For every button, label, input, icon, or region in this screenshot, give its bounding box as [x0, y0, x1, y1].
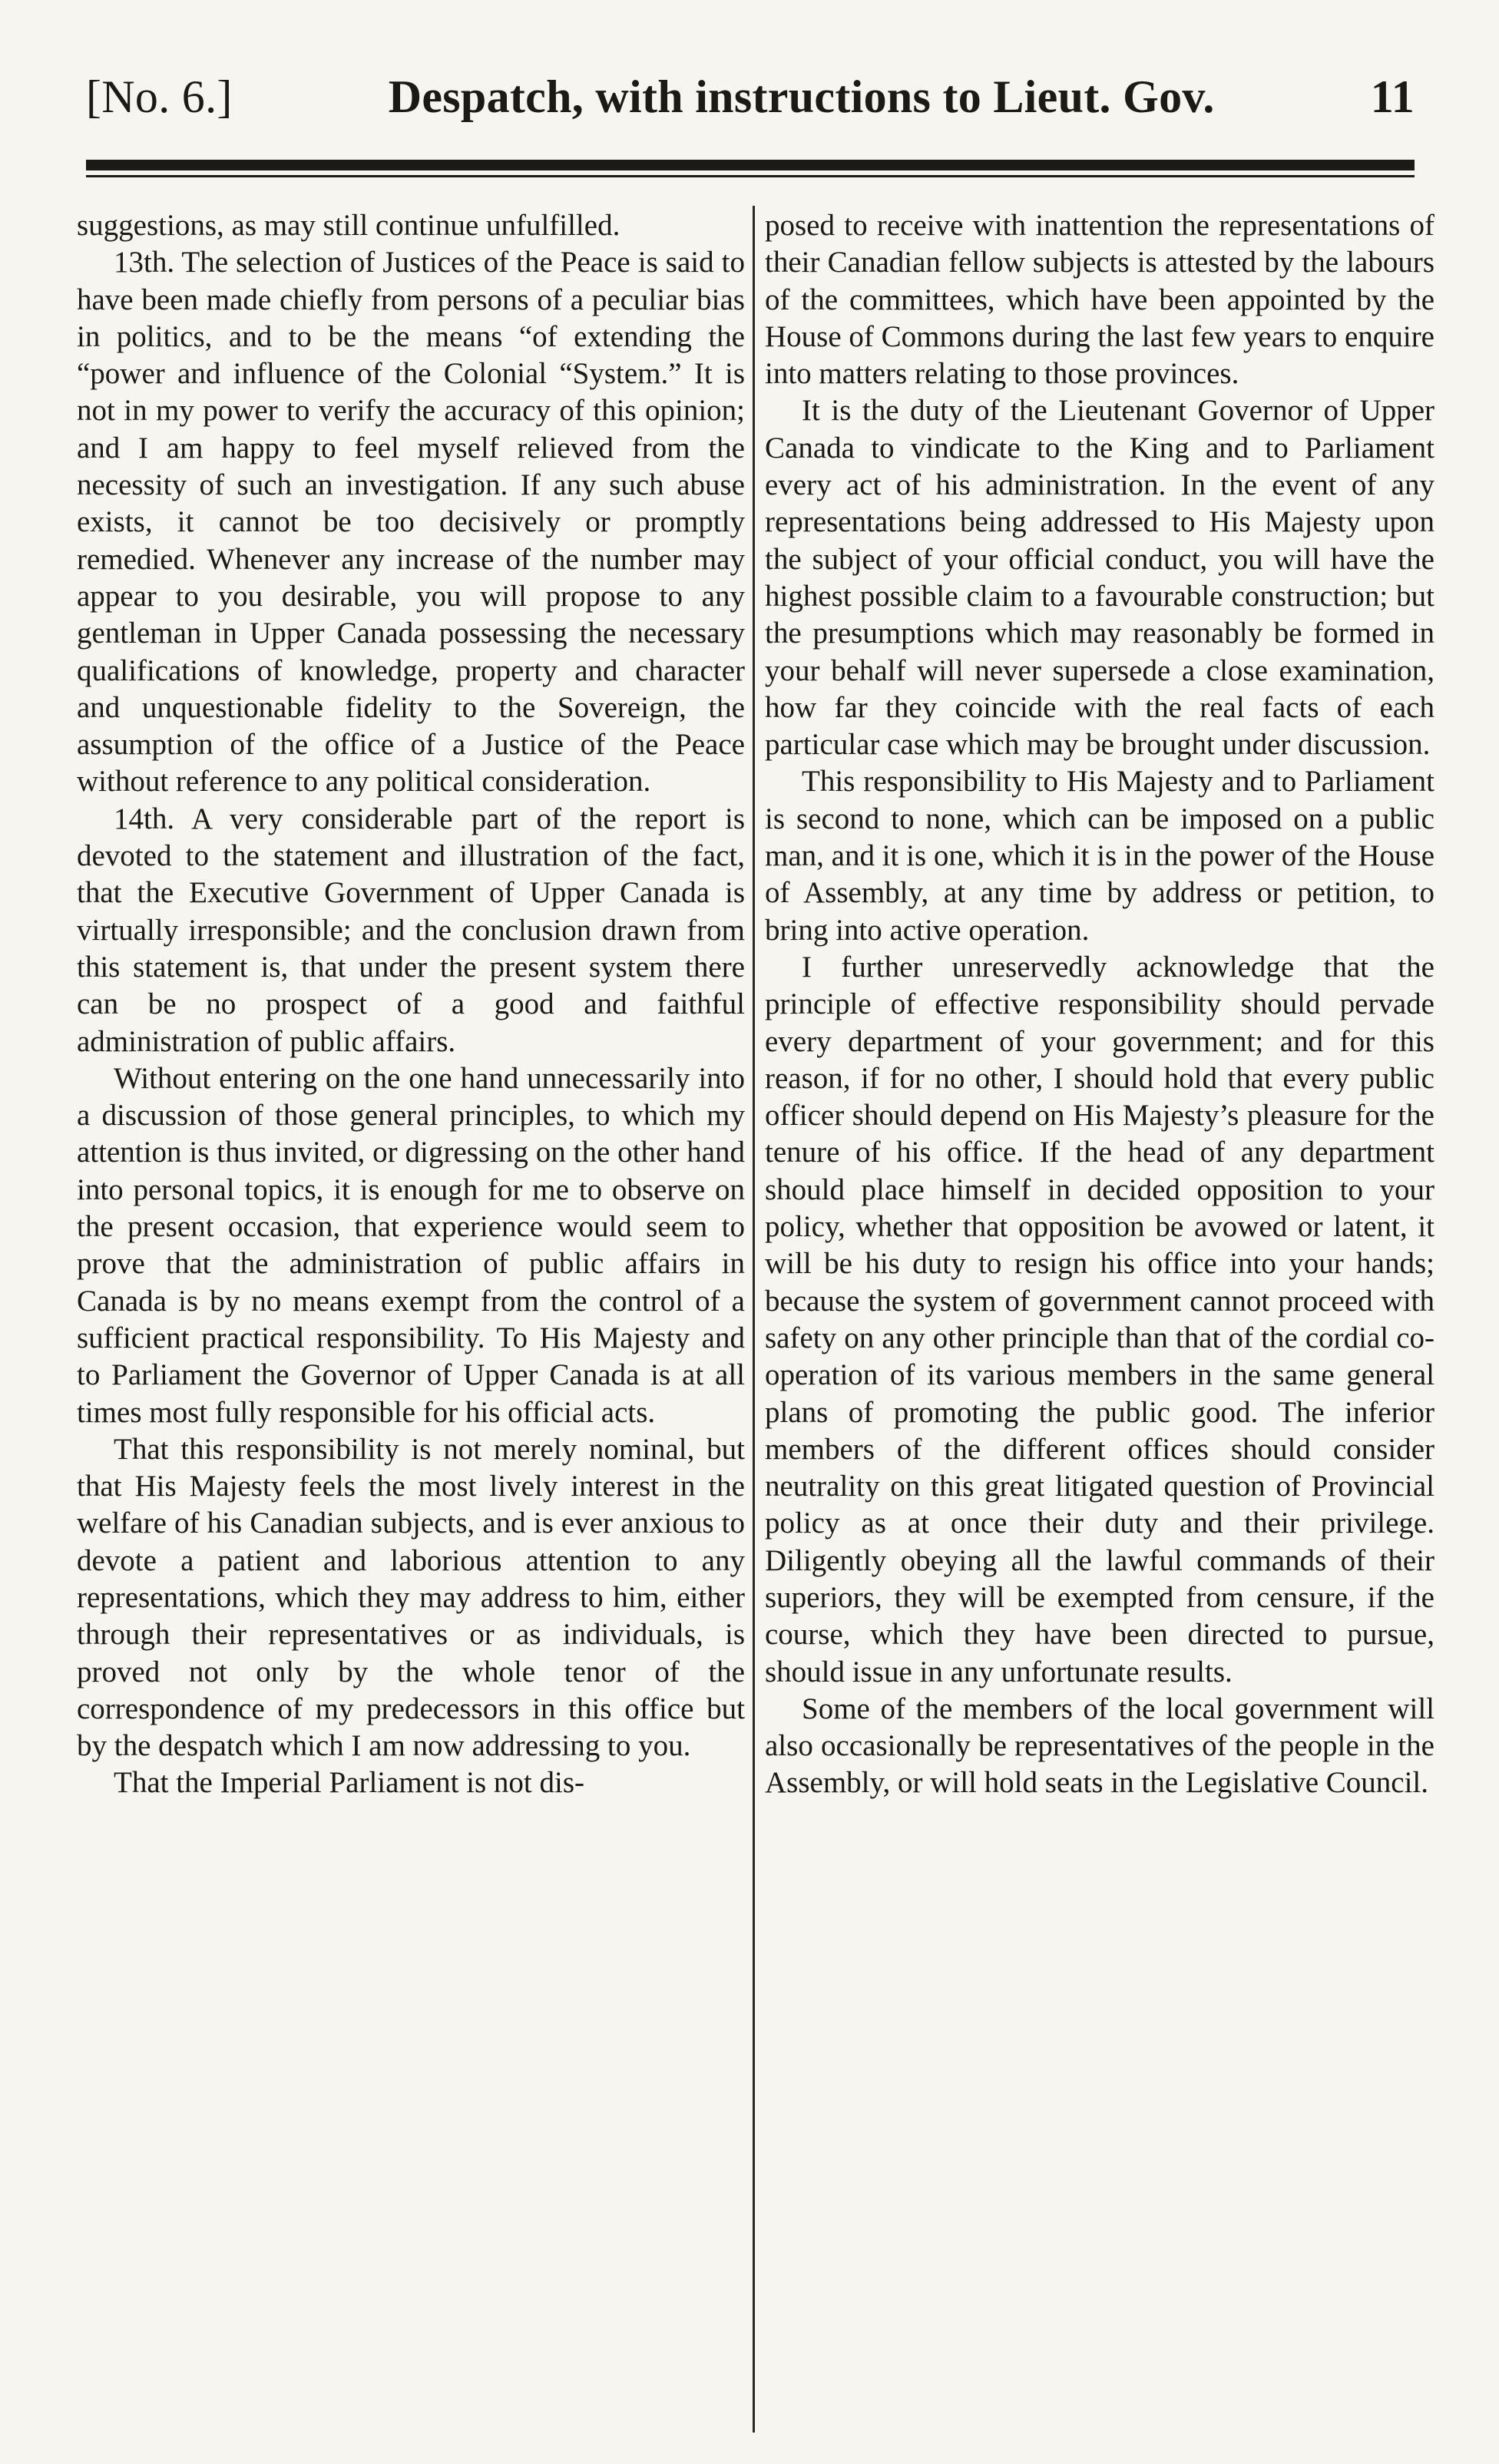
page-header	[86, 71, 1415, 137]
header-rule-thin	[86, 175, 1415, 177]
paragraph: 14th. A very considerable part of the report is devoted to the statement and illustration of the fact, that the Executive Government of Upper Canada is virtually irresponsible; and the conclusion drawn from this statement is, that under the present system there can be no prospect of a good and faithful administration of public affairs.	[77, 802, 745, 1058]
paragraph: I further unreservedly acknowledge that the principle of effective responsibility should pervade every department of your government; and for this reason, if for no other, I should hold that every public officer should depend on His Majesty’s pleasure for the tenure of his office. If the head of any department should place himself in decided opposition to your policy, whether that opposition be avowed or latent, it will be his duty to resign his office into your hands; because the system of government cannot proceed with safety on any other principle than that of the cordial co-operation of its various members in the same general plans of promoting the public good. The inferior members of the different offices should consider neutrality on this great litigated question of Provincial policy as at once their duty and their privilege. Diligently obeying all the lawful commands of their superiors, they will be exempted from censure, if the course, which they have been directed to pursue, should issue in any unfortunate results.	[765, 950, 1434, 1688]
header-rule-thick	[86, 160, 1415, 170]
paragraph: Some of the members of the local government will also occasionally be representatives of the people in the Assembly, or will hold seats in the Legislative Council.	[765, 1692, 1434, 1800]
section-number: [No. 6.]	[86, 71, 233, 122]
paragraph: Without entering on the one hand unnecessarily into a discussion of those general principles, to which my attention is thus invited, or digressing on the other hand into personal topics, it is enough for me to observe on the present occasion, that experience would seem to prove that the administration of public affairs in Canada is by no means exempt from the control of a sufficient practical responsibility. To His Majesty and to Parliament the Governor of Upper Canada is at all times most fully responsible for his official acts.	[77, 1061, 745, 1429]
column-divider	[753, 206, 755, 2433]
paragraph: posed to receive with inattention the representations of their Canadian fellow subjects is attested by the labours of the committees, which have been appointed by the House of Commons during the last few years to enquire into matters relating to those provinces.	[765, 209, 1434, 391]
right-column	[765, 207, 1434, 2434]
paragraph: suggestions, as may still continue unfulfilled.	[77, 209, 620, 242]
paragraph: 13th. The selection of Justices of the Peace is said to have been made chiefly from persons of a peculiar bias in politics, and to be the means “of extending the “power and influence of the Colonial “System.” It is not in my power to verify the accuracy of this opinion; and I am happy to feel myself relieved from the necessity of such an investigation. If any such abuse exists, it cannot be too decisively or promptly remedied. Whenever any increase of the number may appear to you desirable, you will propose to any gentleman in Upper Canada possessing the necessary qualifications of knowledge, property and character and unquestionable fidelity to the Sovereign, the assumption of the office of a Justice of the Peace without reference to any political consideration.	[77, 246, 745, 799]
paragraph: This responsibility to His Majesty and to Parliament is second to none, which can be imposed on a public man, and it is one, which it is in the power of the House of Assembly, at any time by address or petition, to bring into active operation.	[765, 765, 1434, 947]
running-title: Despatch, with instructions to Lieut. Gov.	[388, 71, 1215, 122]
paragraph: That the Imperial Parliament is not dis-	[114, 1766, 585, 1800]
left-column	[77, 207, 745, 2434]
page-number: 11	[1370, 71, 1415, 122]
paragraph: It is the duty of the Lieutenant Governor of Upper Canada to vindicate to the King and to Parliament every act of his administration. In the event of any representations being addressed to His Majesty upon the subject of your official conduct, you will have the highest possible claim to a favourable construction; but the presumptions which may reasonably be formed in your behalf will never supersede a close examination, how far they coincide with the real facts of each particular case which may be brought under discussion.	[765, 394, 1434, 762]
paragraph: That this responsibility is not merely nominal, but that His Majesty feels the most lively interest in the welfare of his Canadian subjects, and is ever anxious to devote a patient and laborious attention to any representations, which they may address to him, either through their representatives or as individuals, is proved not only by the whole tenor of the correspondence of my predecessors in this office but by the despatch which I am now addressing to you.	[77, 1432, 745, 1763]
